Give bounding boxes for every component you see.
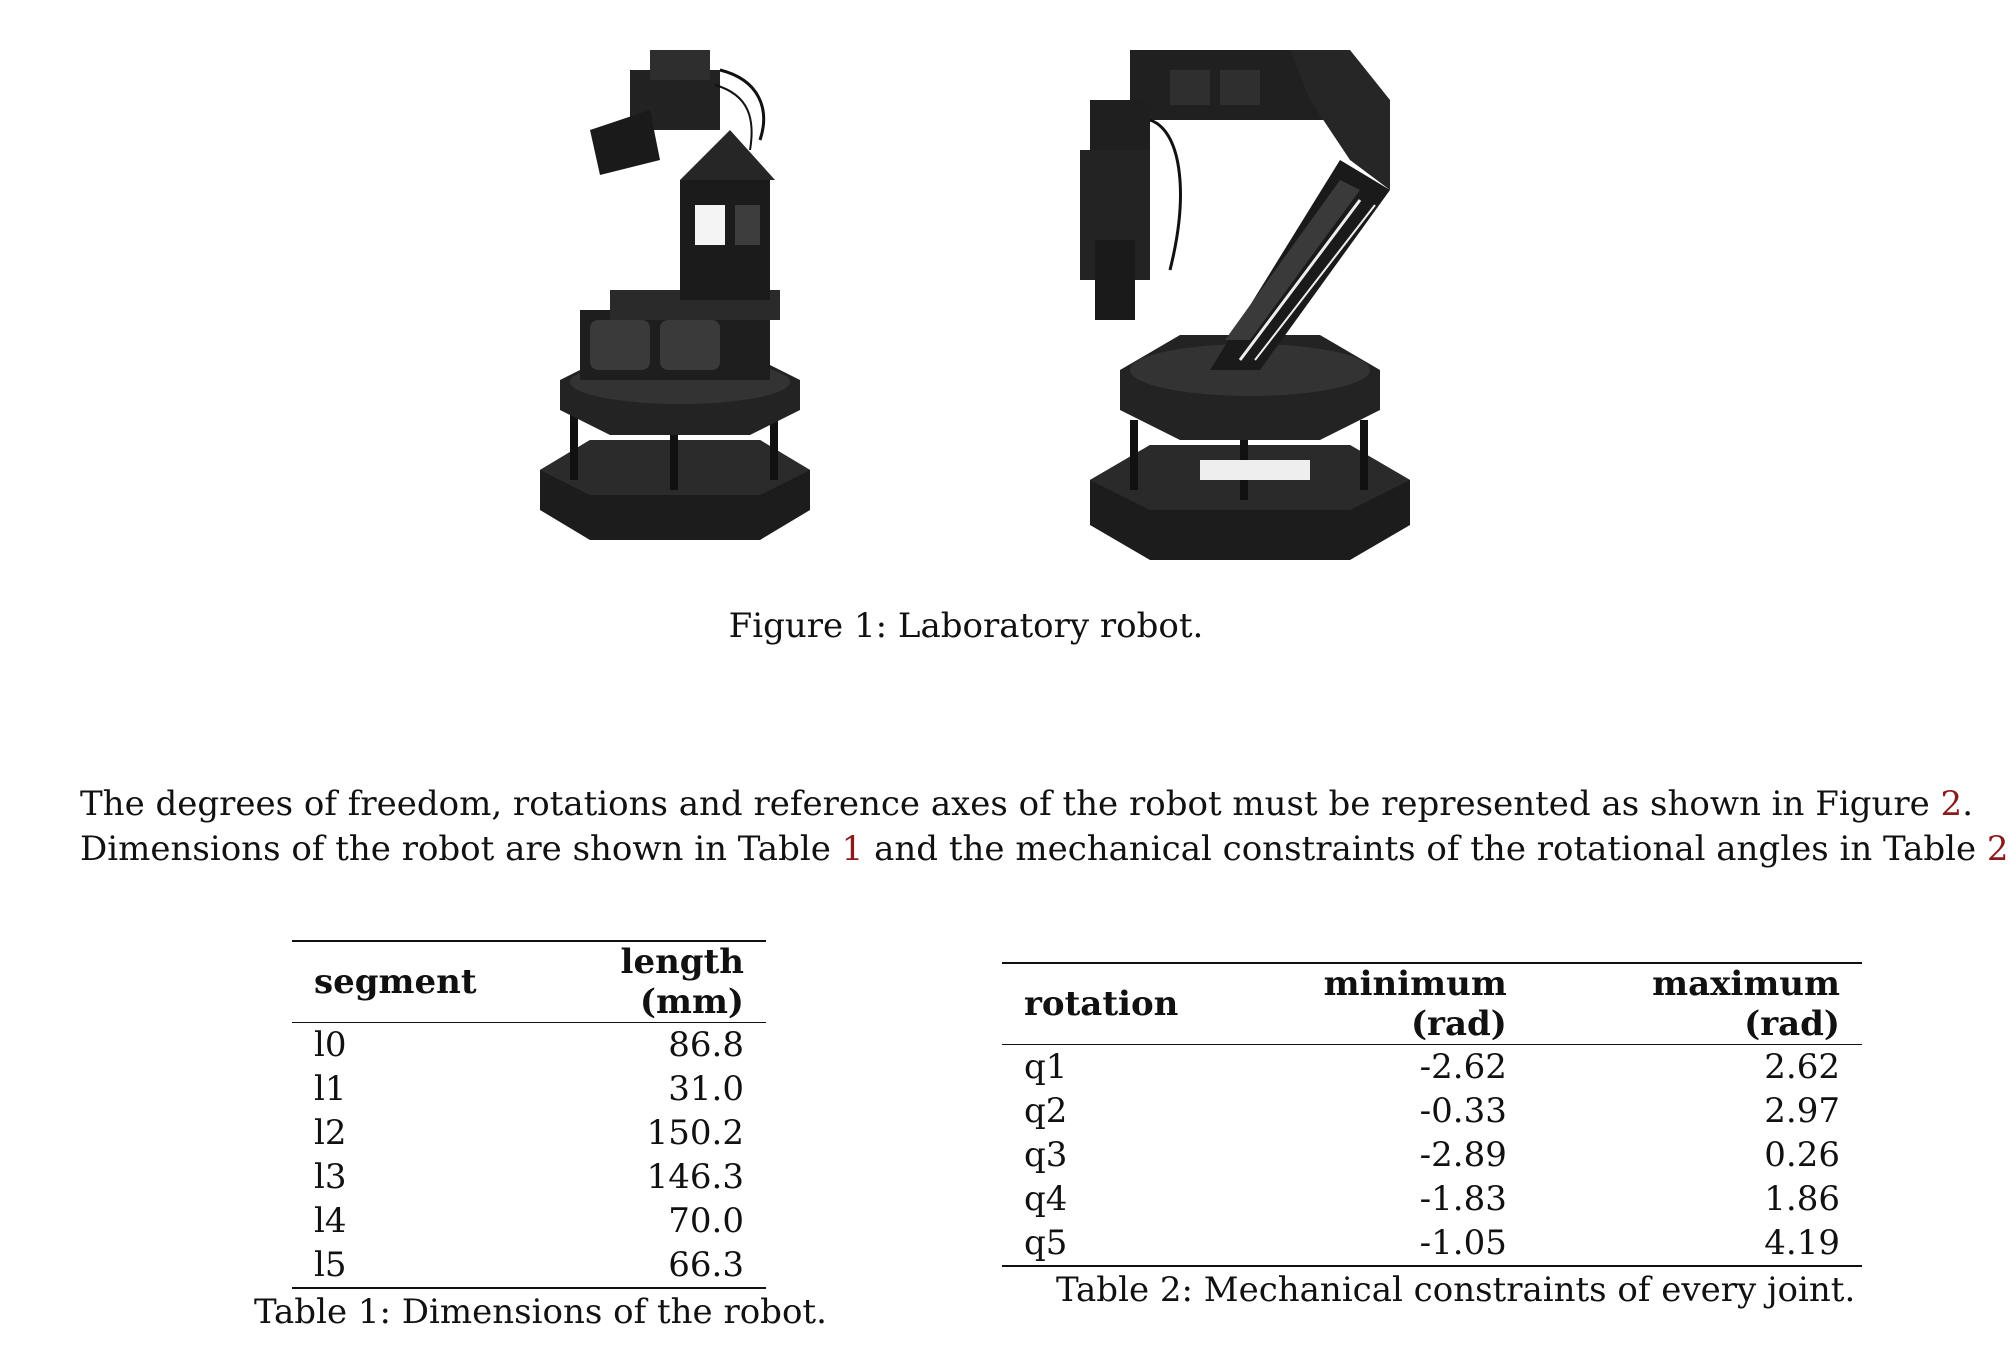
column-header-rotation: rotation [1002, 963, 1200, 1045]
minimum-cell: -1.05 [1200, 1221, 1528, 1266]
minimum-cell: -0.33 [1419, 1091, 1507, 1131]
paragraph-text: . [1962, 784, 1973, 824]
table-1-link[interactable]: 1 [841, 829, 864, 869]
table-row [292, 1243, 766, 1288]
figure-caption: Figure 1: Laboratory robot. [728, 606, 1204, 646]
column-header-length: length (mm) [499, 941, 766, 1023]
table-2-caption: Table 2: Mechanical constraints of every joint. [1056, 1270, 1856, 1310]
segment-cell: l5 [292, 1243, 499, 1288]
table-header-row [1002, 963, 1862, 1045]
dimensions-table [292, 940, 766, 1289]
rotation-cell: q4 [1024, 1179, 1068, 1219]
maximum-cell: 2.97 [1764, 1091, 1840, 1131]
figure-1-images [500, 40, 1460, 560]
length-cell: 150.2 [646, 1113, 744, 1153]
segment-cell: l4 [314, 1201, 347, 1241]
table-row [292, 1067, 766, 1111]
paragraph-line-2 [80, 827, 2009, 872]
table-row [292, 1155, 766, 1199]
table-2-link[interactable]: 2 [1986, 829, 2009, 869]
table-row [1002, 1089, 1862, 1133]
body-paragraph [80, 782, 2009, 872]
length-cell: 146.3 [646, 1157, 744, 1197]
table-row [292, 1111, 766, 1155]
table-row [1002, 1221, 1862, 1266]
minimum-cell: -2.62 [1419, 1047, 1507, 1087]
column-header-minimum: minimum (rad) [1200, 963, 1528, 1045]
maximum-cell: 1.86 [1764, 1179, 1840, 1219]
table-row [1002, 1045, 1862, 1090]
length-cell: 31.0 [668, 1069, 744, 1109]
maximum-cell: 2.62 [1764, 1047, 1840, 1087]
segment-cell: l3 [314, 1157, 347, 1197]
table-row [292, 1199, 766, 1243]
rotation-cell: q5 [1002, 1221, 1200, 1266]
paragraph-text: The degrees of freedom, rotations and reference axes of the robot must be represented as shown in Figure [80, 784, 1941, 824]
rotation-cell: q1 [1024, 1047, 1068, 1087]
constraints-table [1002, 962, 1862, 1267]
figure-2-link[interactable]: 2 [1940, 784, 1963, 824]
column-header-maximum: maximum (rad) [1529, 963, 1862, 1045]
maximum-cell: 4.19 [1529, 1221, 1862, 1266]
length-cell: 70.0 [668, 1201, 744, 1241]
table-1-caption: Table 1: Dimensions of the robot. [254, 1292, 827, 1332]
paragraph-text: Dimensions of the robot are shown in Table [80, 829, 842, 869]
segment-cell: l1 [314, 1069, 347, 1109]
minimum-cell: -2.89 [1419, 1135, 1507, 1175]
paragraph-text: and the mechanical constraints of the rotational angles in Table [863, 829, 1987, 869]
table-row [1002, 1177, 1862, 1221]
table-header-row [292, 941, 766, 1023]
segment-cell: l0 [314, 1025, 347, 1065]
paragraph-line-1 [80, 782, 1973, 827]
length-cell: 66.3 [499, 1243, 766, 1288]
table-row [292, 1023, 766, 1068]
column-header-segment: segment [292, 941, 499, 1023]
rotation-cell: q2 [1024, 1091, 1068, 1131]
maximum-cell: 0.26 [1764, 1135, 1840, 1175]
table-row [1002, 1133, 1862, 1177]
robot-image-upright [1060, 40, 1460, 560]
robot-image-curled [500, 40, 860, 550]
minimum-cell: -1.83 [1419, 1179, 1507, 1219]
length-cell: 86.8 [668, 1025, 744, 1065]
segment-cell: l2 [314, 1113, 347, 1153]
rotation-cell: q3 [1024, 1135, 1068, 1175]
